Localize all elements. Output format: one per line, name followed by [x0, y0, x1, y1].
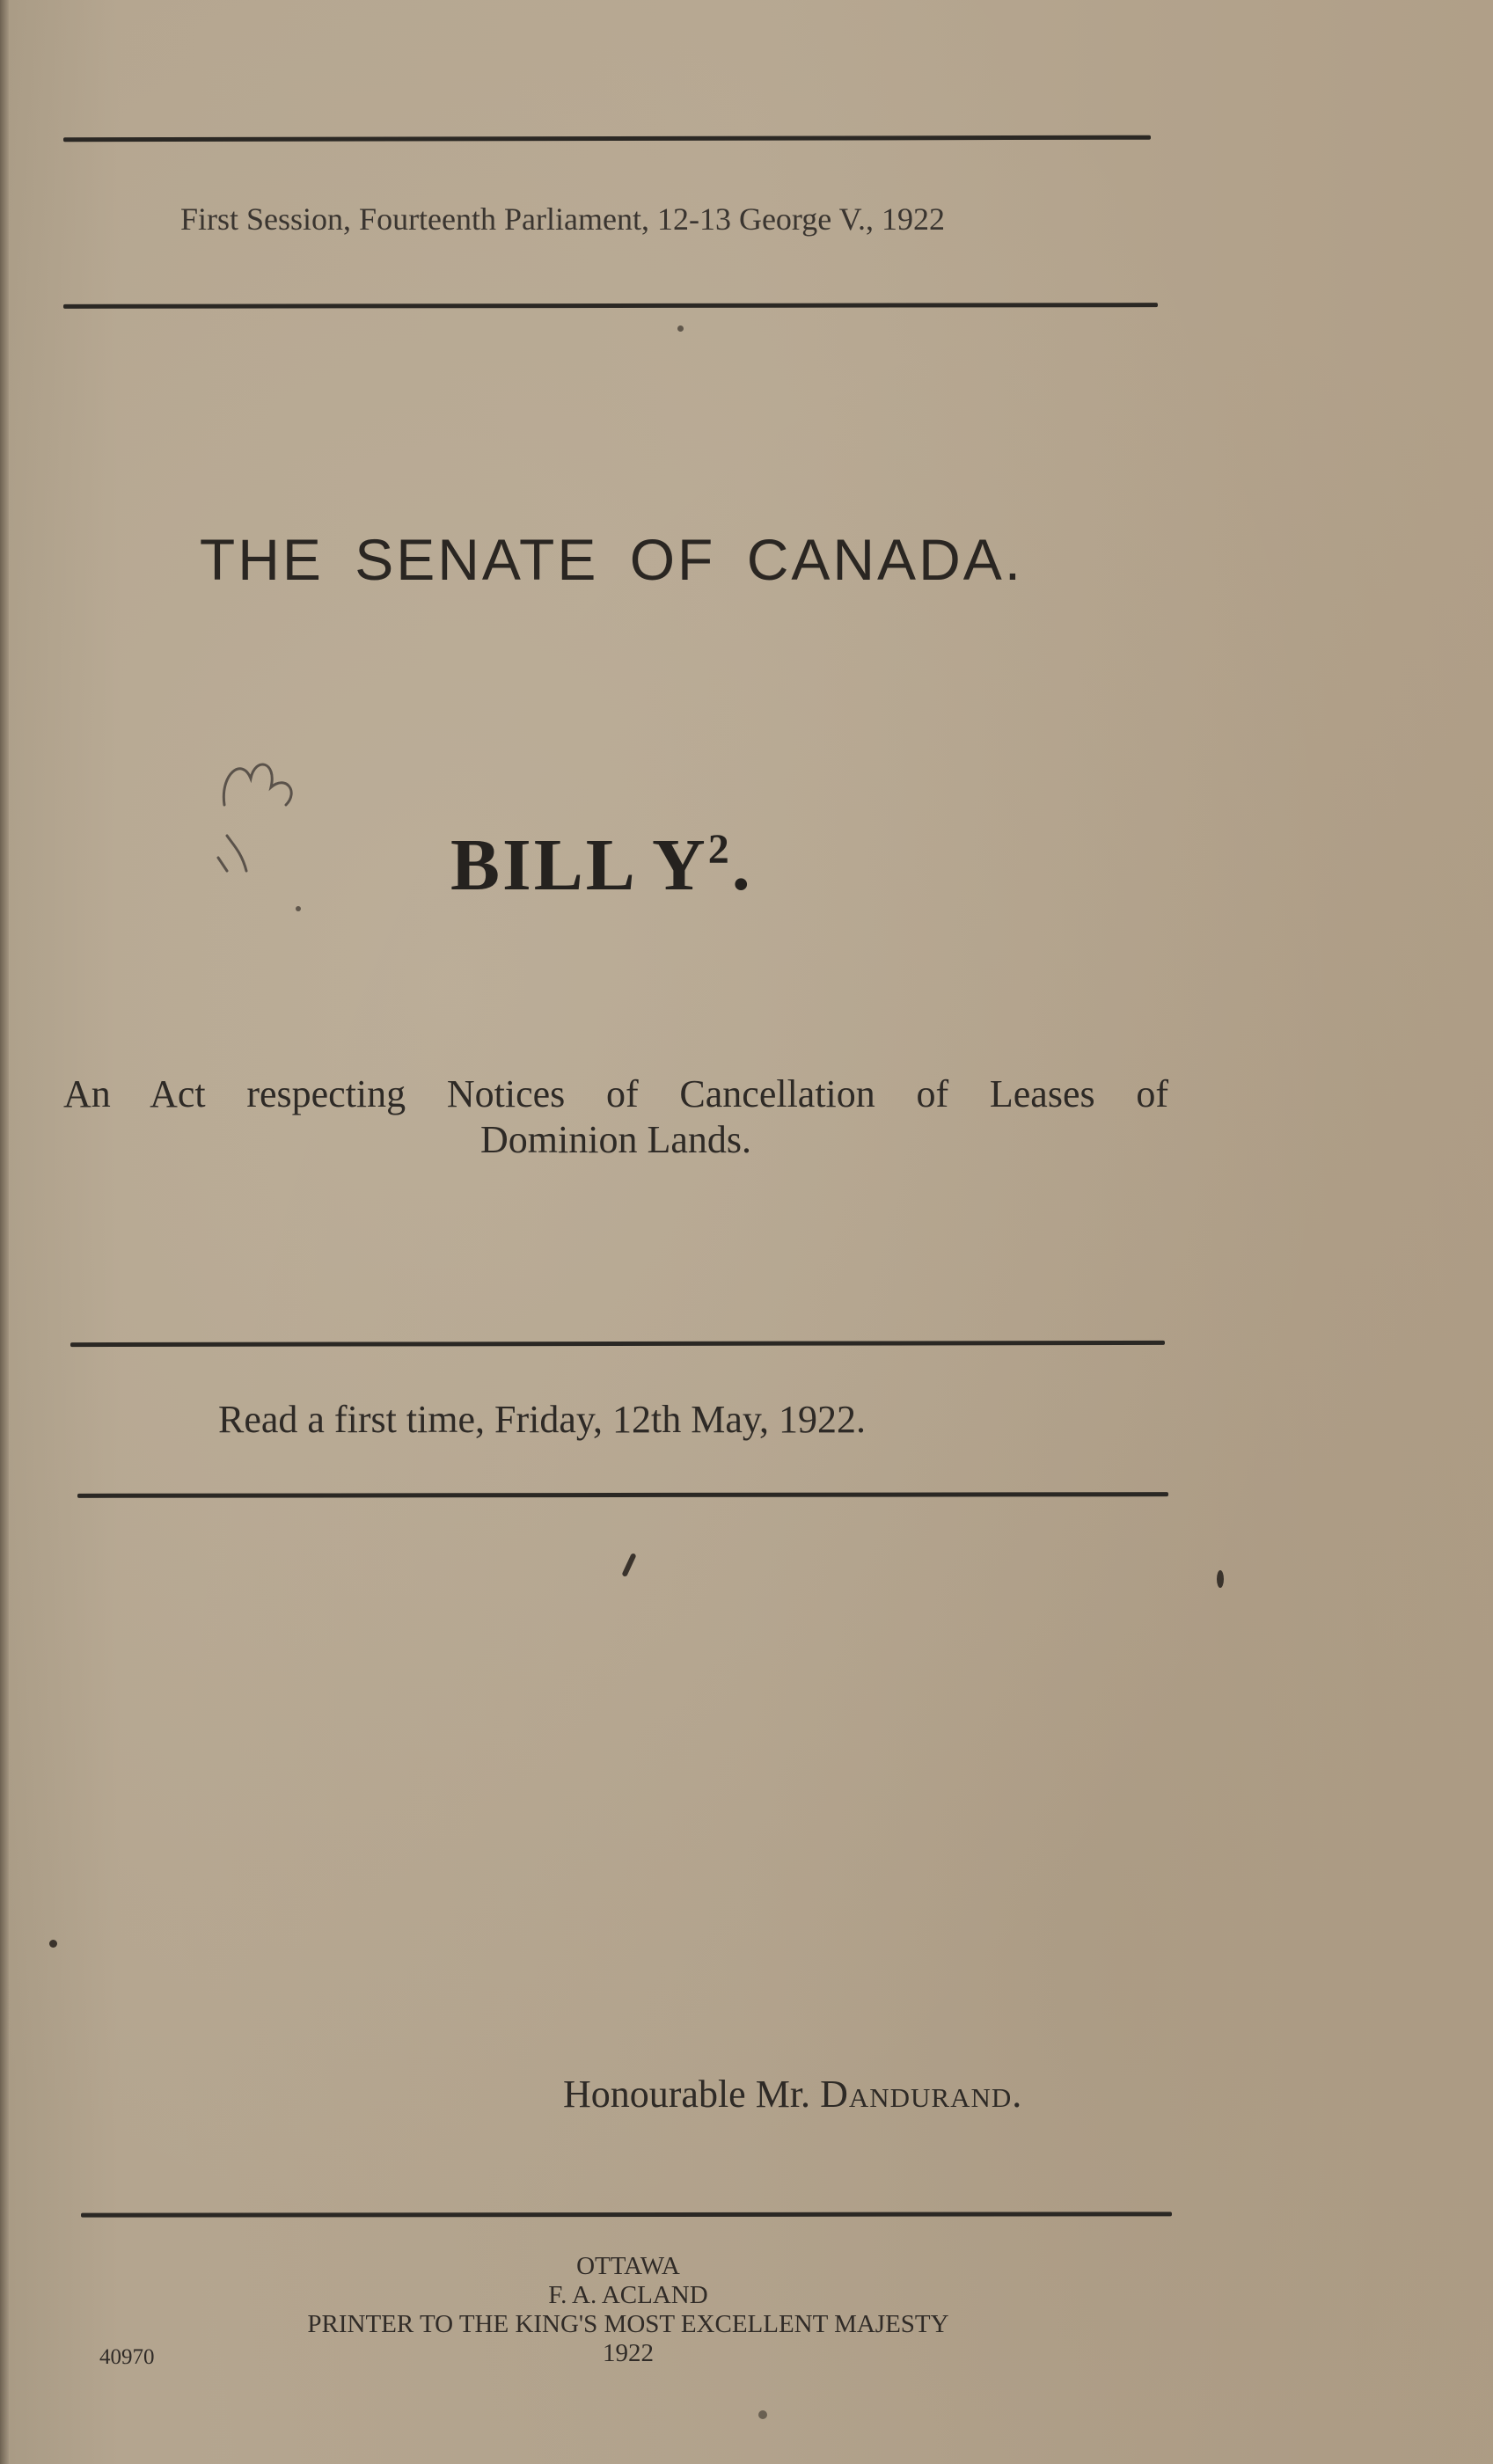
- top-rule-2: [63, 303, 1158, 309]
- chamber-heading: THE SENATE OF CANADA.: [199, 527, 1024, 592]
- bill-number: [450, 823, 753, 908]
- top-rule-1: [63, 135, 1151, 143]
- act-title-line2: Dominion Lands.: [480, 1118, 751, 1161]
- paper-speck: [621, 1553, 636, 1577]
- bottom-rule: [81, 2212, 1172, 2217]
- act-title: [63, 1071, 1168, 1163]
- middle-rule-1: [70, 1341, 1165, 1347]
- paper-speck: [49, 1940, 57, 1948]
- imprint-printer: F. A. ACLAND: [548, 2281, 708, 2309]
- imprint-year: 1922: [603, 2339, 654, 2367]
- reading-line: Read a first time, Friday, 12th May, 1922.: [218, 1398, 867, 1441]
- paper-speck: [296, 906, 301, 911]
- imprint-city: OTTAWA: [576, 2252, 680, 2280]
- paper-speck: [1217, 1570, 1224, 1588]
- pencil-annotation: [202, 739, 326, 880]
- bill-label: BILL Y: [450, 824, 708, 906]
- imprint-printer-title: PRINTER TO THE KING'S MOST EXCELLENT MAJESTY: [307, 2310, 949, 2338]
- bill-suffix: .: [731, 824, 753, 906]
- paper-speck: [677, 325, 684, 332]
- sponsor-name: Dandurand.: [820, 2073, 1023, 2116]
- middle-rule-2: [77, 1492, 1168, 1498]
- job-number: 40970: [99, 2345, 155, 2369]
- imprint-block: [0, 2252, 1256, 2368]
- session-line: First Session, Fourteenth Parliament, 12-13 George V., 1922: [180, 201, 945, 237]
- bill-superscript: 2: [707, 826, 732, 873]
- act-title-line1: An Act respecting Notices of Cancellation of Leases of: [63, 1072, 1168, 1115]
- sponsor-line: [563, 2072, 1022, 2117]
- page-edge-shadow: [0, 0, 9, 2464]
- sponsor-prefix: Honourable Mr.: [563, 2073, 811, 2116]
- paper-speck: [758, 2410, 767, 2419]
